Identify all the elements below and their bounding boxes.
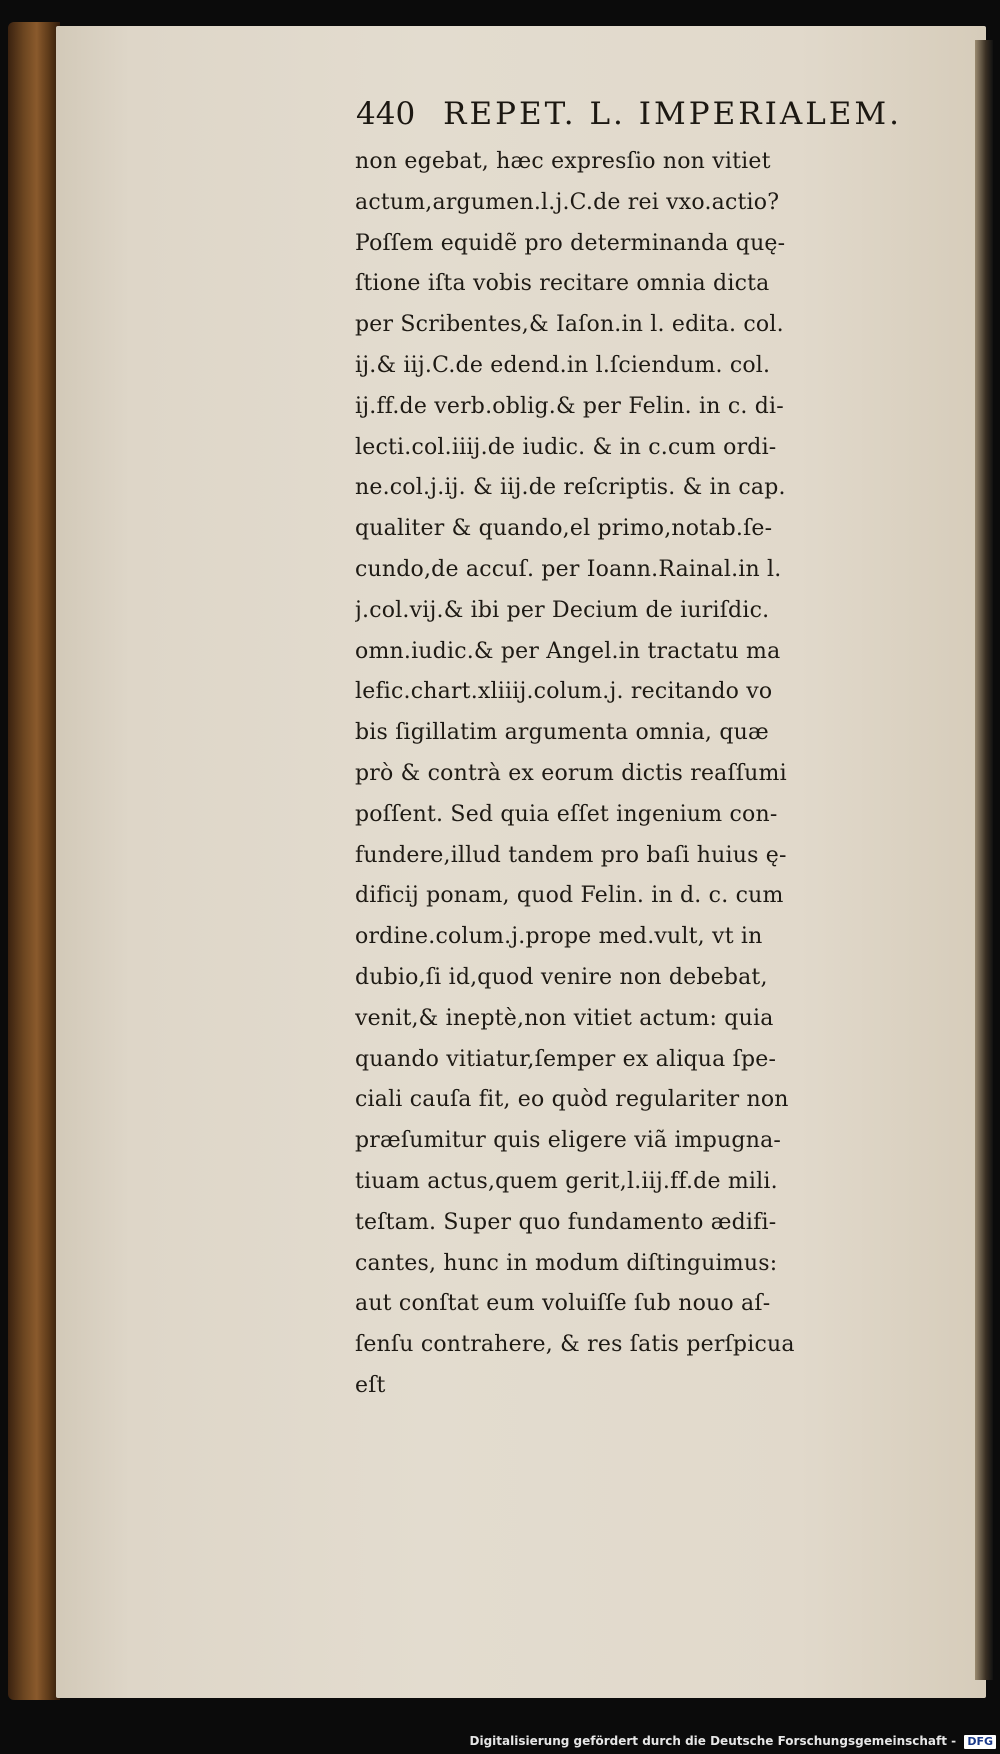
text-line: qualiter & quando,el primo,notab.ſe- [355, 516, 773, 542]
text-line: fundere,illud tandem pro baſi huius ę- [355, 842, 787, 868]
book-spine [8, 22, 60, 1700]
text-line: ij.ff.de verb.oblig.& per Felin. in c. di- [355, 393, 784, 419]
dfg-logo: DFG [964, 1735, 996, 1749]
text-line: lefic.chart.xliiij.colum.j. recitando vo [355, 679, 773, 705]
text-line: poſſent. Sed quia eſſet ingenium con- [355, 801, 778, 827]
text-line: teſtam. Super quo fundamento ædifi- [355, 1209, 777, 1235]
text-line: aut conſtat eum voluiſſe ſub nouo aſ- [355, 1291, 771, 1317]
page-edge [975, 40, 993, 1680]
text-line: bis ſigillatim argumenta omnia, quæ [355, 720, 769, 746]
text-line: ſtione iſta vobis recitare omnia dicta [355, 271, 770, 297]
digitization-credit [0, 1730, 996, 1752]
text-line: Poſſem equidẽ pro determinanda quę- [355, 230, 786, 256]
text-line: dubio,ſi id,quod venire non debebat, [355, 964, 768, 990]
text-block [355, 142, 977, 1407]
text-line: lecti.col.iiij.de iudic. & in c.cum ordi- [355, 434, 777, 460]
text-line: omn.iudic.& per Angel.in tractatu ma [355, 638, 781, 664]
text-line: cundo,de accuſ. per Ioann.Rainal.in l. [355, 556, 782, 582]
text-line: eſt [355, 1372, 386, 1398]
running-header [356, 96, 956, 140]
text-line: ſenſu contrahere, & res ſatis perſpicua [355, 1332, 795, 1358]
text-line: non egebat, hæc expresſio non vitiet [355, 149, 771, 174]
text-line: præſumitur quis eligere viã impugna- [355, 1128, 782, 1154]
text-line: per Scribentes,& Iaſon.in l. edita. col. [355, 312, 784, 338]
text-line: ne.col.j.ij. & iij.de reſcriptis. & in cap. [355, 475, 786, 501]
text-line: prò & contrà ex eorum dictis reaſſumi [355, 760, 787, 786]
running-title: REPET. L. IMPERIALEM. [443, 96, 903, 132]
text-line: actum,argumen.l.j.C.de rei vxo.actio? [355, 189, 780, 215]
text-line: tiuam actus,quem gerit,l.iij.ff.de mili. [355, 1168, 778, 1194]
text-line: ordine.colum.j.prope med.vult, vt in [355, 924, 763, 950]
text-line: dificij ponam, quod Felin. in d. c. cum [355, 883, 784, 909]
text-line: ciali cauſa fit, eo quòd regulariter non [355, 1087, 789, 1113]
credit-text: Digitalisierung gefördert durch die Deutsche Forschungsgemeinschaft - [469, 1734, 957, 1748]
text-line: j.col.vij.& ibi per Decium de iuriſdic. [355, 597, 770, 623]
page-number: 440 [356, 96, 416, 132]
text-line: cantes, hunc in modum diſtinguimus: [355, 1250, 778, 1276]
text-line: quando vitiatur,ſemper ex aliqua ſpe- [355, 1046, 777, 1072]
text-line: venit,& ineptè,non vitiet actum: quia [355, 1005, 774, 1031]
text-line: ij.& iij.C.de edend.in l.ſciendum. col. [355, 352, 771, 378]
